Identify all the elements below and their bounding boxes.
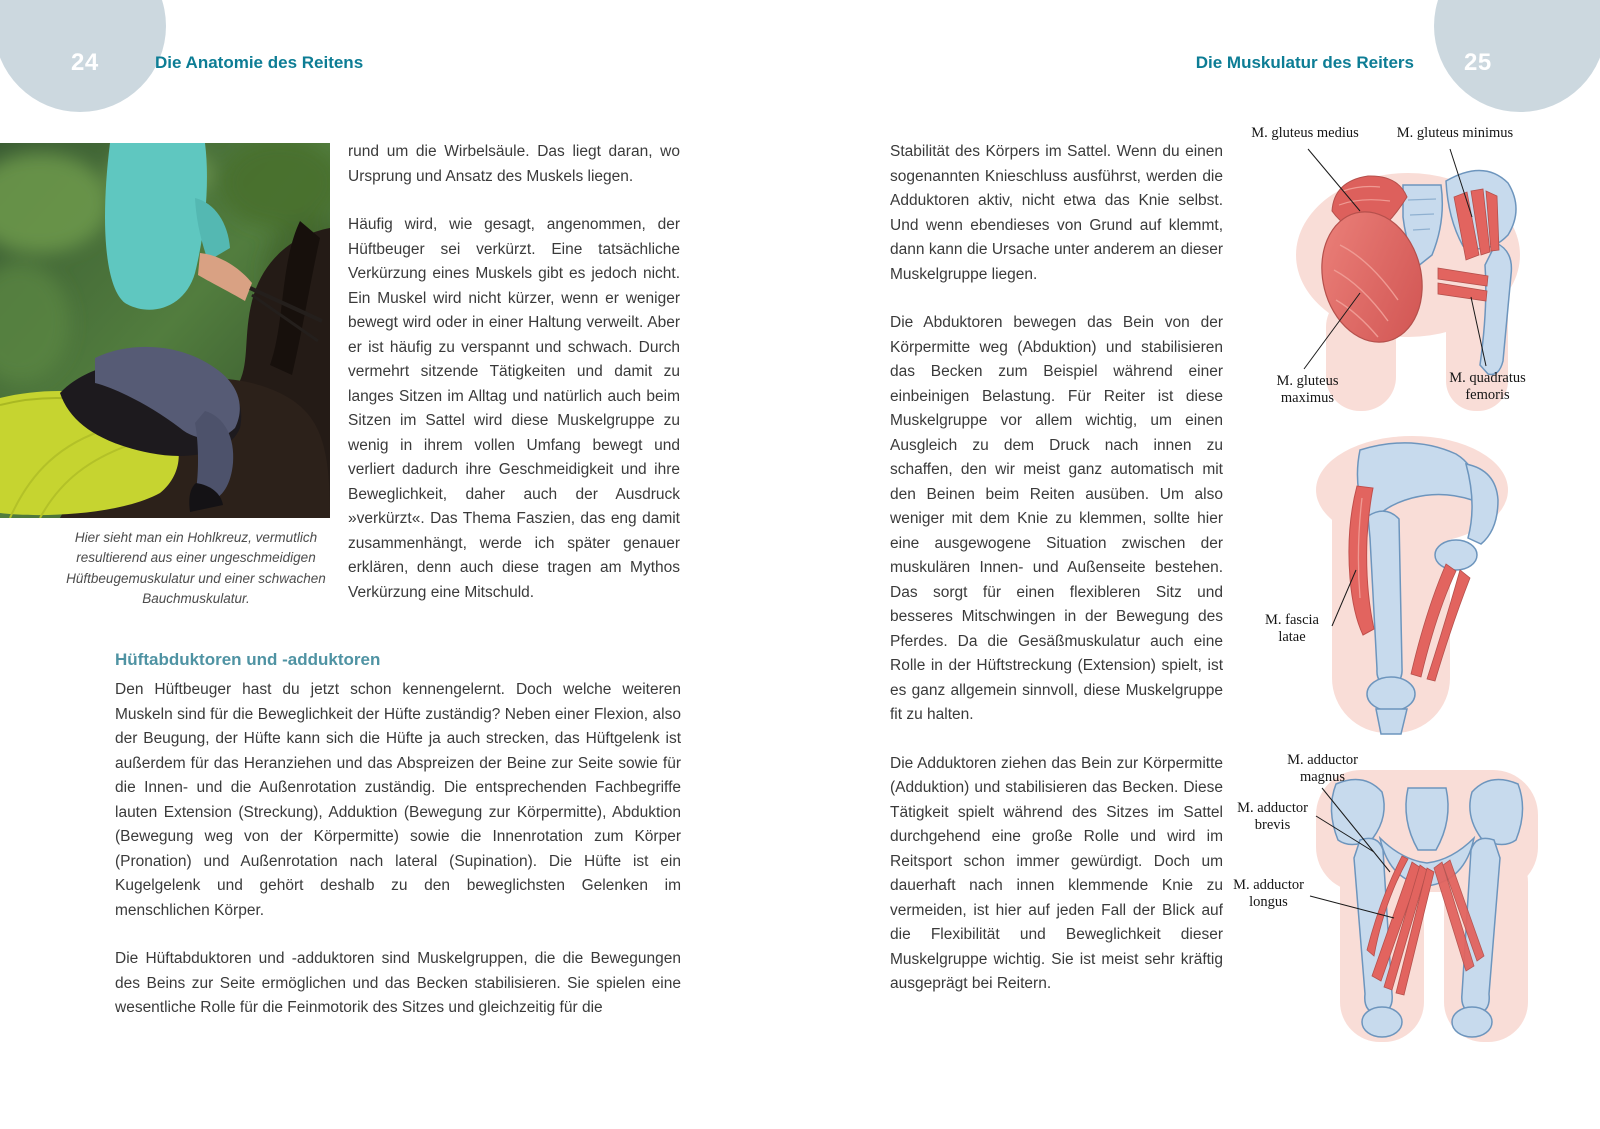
paragraph: Stabilität des Körpers im Sattel. Wenn du einen sogenannten Knieschluss ausführst, werden die Adduktoren aktiv, nicht etwa das Knie selbst. Und wenn ebendieses von Grund auf klemmt, dann kann die Ursache unter anderem an dieser Muskelgruppe liegen. bbox=[890, 143, 1223, 283]
rider-photo bbox=[0, 143, 330, 518]
paragraph: rund um die Wirbelsäule. Das liegt daran, wo Ursprung und Ansatz des Muskels liegen. bbox=[348, 143, 680, 185]
section-heading: Hüftabduktoren und -adduktoren bbox=[115, 650, 381, 669]
label-gluteus-maximus: M. gluteus maximus bbox=[1276, 373, 1339, 407]
label-gluteus-medius: M. gluteus medius bbox=[1251, 125, 1359, 141]
running-head-right: Die Muskulatur des Reiters bbox=[1195, 53, 1414, 72]
paragraph: Häufig wird, wie gesagt, angenommen, der Hüftbeuger sei verkürzt. Eine tatsächliche Verkürzung eines Muskels gibt es jedoch nicht. Ein Muskel wird nicht kürzer, wenn er weniger bewegt wird oder in einer Haltung verweilt. Aber er ist häufig zu verspannt und schwach. Durch vermehrt sitzende Tätigkeiten und damit zu langes Sitzen im Alltag und natürlich auch beim Sitzen im Sattel wird diese Muskelgruppe zu wenig in ihrem vollen Umfang bewegt und verliert dadurch ihre Geschmeidigkeit und ihre Beweglichkeit, daher auch der Ausdruck »verkürzt«. Das Thema Faszien, das eng damit zusammenhängt, werde ich später genauer erklären, denn auch diese tragen am Mythos Verkürzung eine Mitschuld. bbox=[348, 216, 680, 601]
label-quadratus-femoris: M. quadratus femoris bbox=[1449, 370, 1526, 404]
left-page-column-text bbox=[348, 140, 680, 629]
label-adductor-magnus: M. adductor magnus bbox=[1287, 752, 1358, 786]
label-fascia-latae: M. fascia latae bbox=[1265, 612, 1319, 646]
label-adductor-brevis: M. adductor brevis bbox=[1237, 800, 1308, 834]
figure-fascia-latae bbox=[1240, 428, 1542, 740]
paragraph: Die Abduktoren bewegen das Bein von der Körpermitte weg (Abduktion) und stabilisieren das Becken zum Beispiel während einer einbeinigen Belastung. Für Reiter ist diese Muskelgruppe vor allem wichtig, um einen Ausgleich zu dem Druck nach innen zu schaffen, den wir meist ganz automatisch mit den Beinen beim Reiten ausüben. Um also weniger mit dem Knie zu klemmen, sollte hier eine ausgewogene Situation zwischen der muskulären Innen- und Außenseite bestehen. Das sorgt für einen flexibleren Sitz und besseres Mitschwingen in der Bewegung des Pferdes. Da die Gesäßmuskulatur auch eine Rolle in der Hüftstreckung (Extension) spielt, ist es ganz allgemein sinnvoll, diese Muskelgruppe fit zu halten. bbox=[890, 314, 1223, 723]
running-head-left: Die Anatomie des Reitens bbox=[155, 53, 364, 72]
left-page-full-width-text bbox=[115, 678, 681, 1045]
right-page-column-text bbox=[890, 140, 1223, 1021]
figure-gluteal-muscles bbox=[1240, 125, 1542, 417]
paragraph: Die Adduktoren ziehen das Bein zur Körpermitte (Adduktion) und stabilisieren das Becken. Diese Tätigkeit spielt während des Sitzes im Sattel durchgehend eine große Rolle und wird im Reitsport schon immer gewürdigt. Doch um dauerhaft nach innen klemmende Knie zu vermeiden, ist hier auf jeden Fall der Blick auf die Flexibilität und Beweglichkeit dieser Muskelgruppe wichtig. Sie ist meist sehr kräftig ausgeprägt bei Reitern. bbox=[890, 754, 1223, 992]
label-gluteus-minimus: M. gluteus minimus bbox=[1396, 125, 1514, 141]
paragraph: Den Hüftbeuger hast du jetzt schon kennengelernt. Doch welche weiteren Muskeln sind für die Beweglichkeit der Hüfte zuständig? Neben einer Flexion, also der Beugung, der Hüfte kann sich die Hüfte ja auch strecken, das Hüftgelenk ist außerdem für das Heranziehen und das Abspreizen der Beine zur Seite sowie für die Innen- und die Außenrotation zuständig. Die entsprechenden Fachbegriffe lauten Extension (Streckung), Adduktion (Bewegung zur Körpermitte), Abduktion (Bewegung weg von der Körpermitte) sowie die Innenrotation zum Körper (Pronation) und Außenrotation nach lateral (Supination). Die Hüfte ist ein Kugelgelenk und gehört deshalb zu den beweglichsten Gelenken im menschlichen Körper. bbox=[115, 681, 681, 919]
fascia-latae-illustration bbox=[1240, 428, 1542, 740]
paragraph: Die Hüftabduktoren und -adduktoren sind Muskelgruppen, die die Bewegungen des Beins zur Seite ermöglichen und das Becken stabilisieren. Sie spielen eine wesentliche Rolle für die Feinmotorik des Sitzes und gleichzeitig für die bbox=[115, 950, 681, 1016]
label-adductor-longus: M. adductor longus bbox=[1233, 877, 1304, 911]
page-number-left: 24 bbox=[71, 49, 99, 76]
photo-caption: Hier sieht man ein Hohlkreuz, vermutlich resultierend aus einer ungeschmeidigen Hüftbeugemuskulatur und einer schwachen Bauchmuskulatur. bbox=[66, 530, 326, 606]
page-number-right: 25 bbox=[1464, 49, 1492, 76]
corner-circle-right bbox=[1434, 0, 1600, 112]
rider-photo-illustration bbox=[0, 143, 330, 518]
figure-adductor-muscles bbox=[1222, 744, 1546, 1046]
